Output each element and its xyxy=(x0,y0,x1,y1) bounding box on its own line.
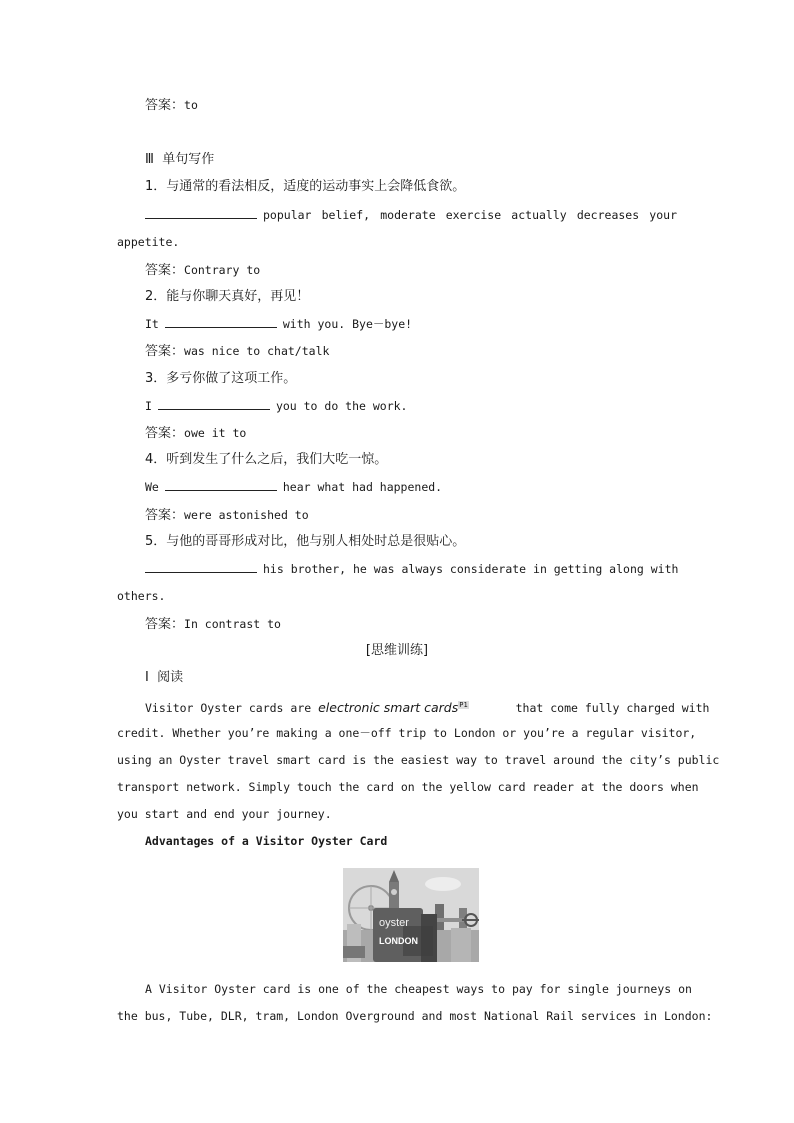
answer-label: 答案： xyxy=(145,263,185,278)
answer-line-2 xyxy=(145,343,677,360)
card-brand-text: oyster xyxy=(379,917,409,929)
sentence-text: popular belief, moderate exercise actually decreases your xyxy=(263,208,677,222)
answer-label: 答案： xyxy=(145,426,185,441)
question-1-prompt: 1．与通常的看法相反，适度的运动事实上会降低食欲。 xyxy=(145,179,466,194)
answer-text: was nice to chat/talk xyxy=(184,344,330,358)
section-number: Ⅰ xyxy=(145,670,149,685)
answer-line-5 xyxy=(145,616,677,633)
question-5-prompt: 5．与他的哥哥形成对比，他与别人相处时总是很贴心。 xyxy=(145,534,466,549)
question-5-sentence xyxy=(145,561,677,577)
reading-para-2-line-2: the bus, Tube, DLR, tram, London Overground and most National Rail services in London: xyxy=(117,1009,713,1023)
question-4-sentence xyxy=(145,479,677,495)
question-4-prompt: 4．听到发生了什么之后，我们大吃一惊。 xyxy=(145,452,388,467)
section-3-heading xyxy=(145,152,677,168)
answer-line-1 xyxy=(145,262,677,279)
question-2-prompt: 2．能与你聊天真好，再见！ xyxy=(145,289,310,304)
answer-label: 答案： xyxy=(145,617,185,632)
answer-line-0 xyxy=(145,97,677,114)
answer-text: to xyxy=(184,98,198,112)
reading-para-2-line-1: A Visitor Oyster card is one of the cheapest ways to pay for single journeys on xyxy=(145,982,692,996)
reading-para-1-line-5: you start and end your journey. xyxy=(117,807,332,821)
oyster-card-photo xyxy=(343,868,479,962)
subheading: Advantages of a Visitor Oyster Card xyxy=(145,834,388,848)
reading-para-1-line-3: using an Oyster travel smart card is the easiest way to travel around the city’s public xyxy=(117,753,720,767)
section-number: Ⅲ xyxy=(145,152,154,167)
text-run: that come fully charged with xyxy=(515,700,710,715)
sentence-text: with you. Bye－bye! xyxy=(282,317,413,331)
text-run: Visitor Oyster cards are xyxy=(145,700,312,715)
question-2-sentence xyxy=(145,316,677,332)
london-skyline-icon xyxy=(343,868,479,962)
question-1-sentence xyxy=(145,207,677,223)
question-1-continuation: appetite. xyxy=(117,235,180,249)
sentence-prefix: We xyxy=(145,480,159,494)
answer-text: In contrast to xyxy=(184,617,281,631)
section-title: 阅读 xyxy=(157,670,184,685)
emphasis-text: electronic smart cards xyxy=(318,699,459,715)
paragraph-marker: P1 xyxy=(459,701,468,709)
training-title: [思维训练] xyxy=(365,643,429,658)
answer-blank[interactable] xyxy=(165,479,277,491)
sentence-text: you to do the work. xyxy=(275,399,408,413)
answer-text: Contrary to xyxy=(184,263,261,277)
question-3-sentence xyxy=(145,398,677,414)
question-3-prompt: 3．多亏你做了这项工作。 xyxy=(145,371,297,386)
section-title: 单句写作 xyxy=(162,152,215,167)
card-city-text: LONDON xyxy=(379,936,418,946)
sentence-text: his brother, he was always considerate in getting along with xyxy=(263,562,679,576)
sentence-prefix: It xyxy=(145,317,159,331)
reading-para-1-line-4: transport network. Simply touch the card on the yellow card reader at the doors when xyxy=(117,780,699,794)
answer-blank[interactable] xyxy=(158,398,270,410)
reading-para-1-line-1 xyxy=(145,697,710,716)
section-1-heading xyxy=(145,670,677,686)
question-5-continuation: others. xyxy=(117,589,166,603)
answer-line-3 xyxy=(145,425,677,442)
answer-line-4 xyxy=(145,507,677,524)
answer-text: owe it to xyxy=(184,426,247,440)
answer-blank[interactable] xyxy=(165,316,277,328)
answer-label: 答案： xyxy=(145,508,185,523)
answer-label: 答案： xyxy=(145,344,185,359)
sentence-text: hear what had happened. xyxy=(282,480,443,494)
answer-blank[interactable] xyxy=(145,207,257,219)
answer-blank[interactable] xyxy=(145,561,257,573)
answer-label: 答案： xyxy=(145,98,185,113)
reading-para-1-line-2: credit. Whether you’re making a one－off trip to London or you’re a regular visitor, xyxy=(117,726,697,740)
sentence-prefix: I xyxy=(145,399,152,413)
answer-text: were astonished to xyxy=(184,508,309,522)
